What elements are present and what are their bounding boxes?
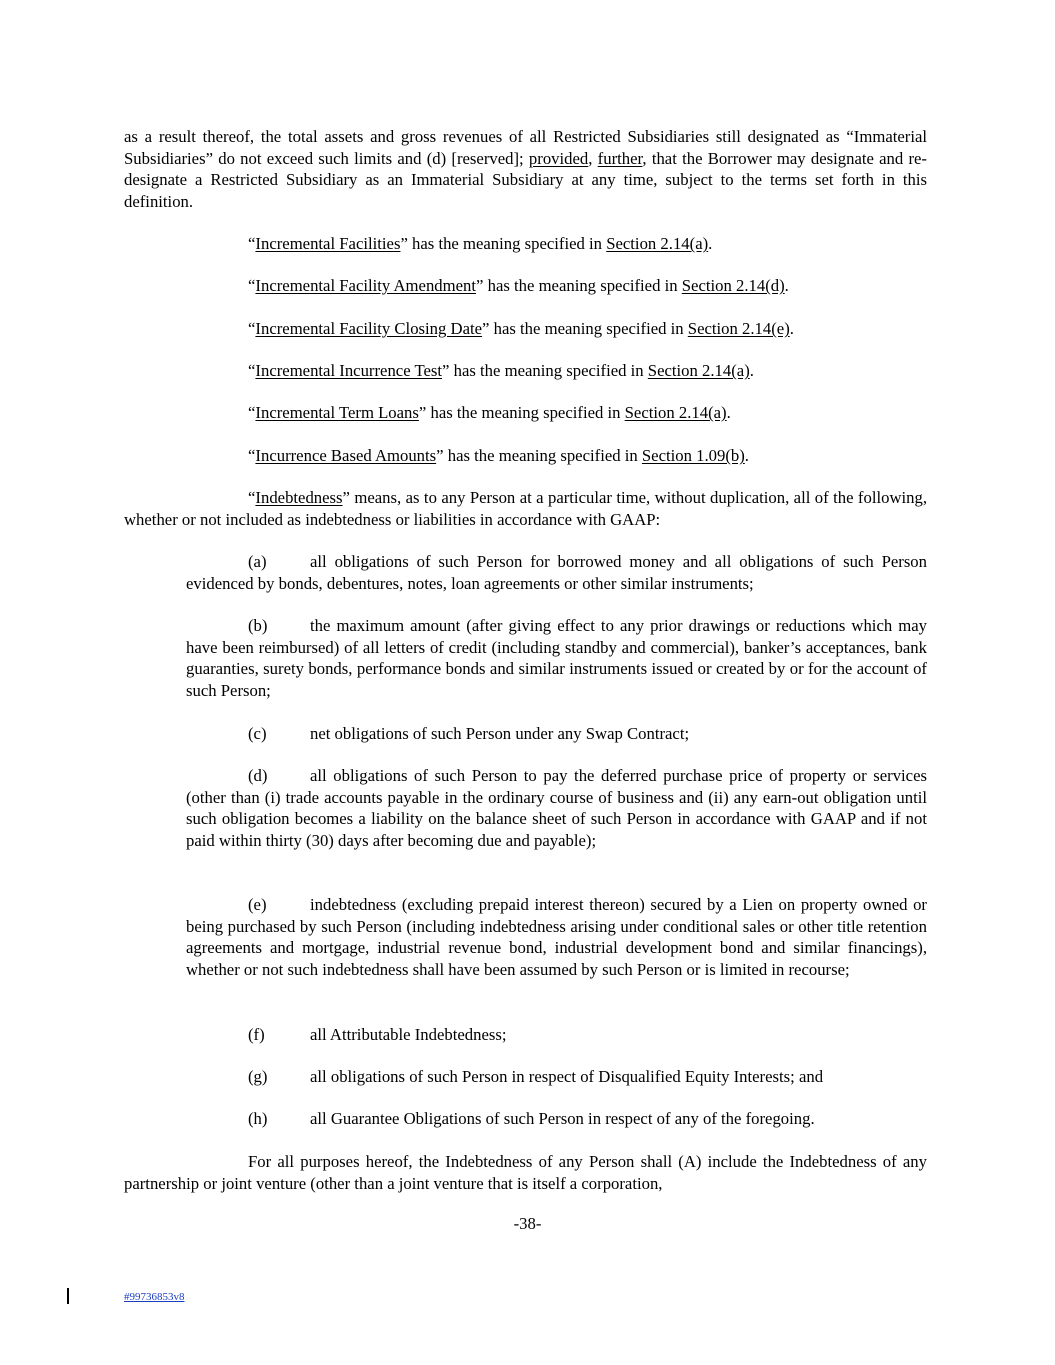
defined-term: Indebtedness	[255, 488, 343, 507]
item-label: (b)	[248, 616, 268, 635]
defined-term: Incurrence Based Amounts	[255, 446, 437, 465]
definition-text: ” has the meaning specified in	[418, 403, 625, 422]
definition-incremental-term-loans: “Incremental Term Loans” has the meaning specified in Section 2.14(a).	[248, 403, 731, 422]
defined-term: Incremental Facility Closing Date	[255, 319, 483, 338]
defined-term: Incremental Incurrence Test	[255, 361, 443, 380]
item-text: the maximum amount (after giving effect to any prior drawings or reductions which may have been reimbursed) of all letters of credit (including standby and commercial), banker’s acceptances, bank guaranties, surety bonds, performance bonds and similar instruments issued or created by or for the account of such Person;	[186, 616, 927, 700]
item-text: all obligations of such Person to pay the deferred purchase price of property or services (other than (i) trade accounts payable in the ordinary course of business and (ii) any earn-out obligation until such obligation becomes a liability on the balance sheet of such Person in accordance with GAAP and if not paid within thirty (30) days after becoming due and payable);	[186, 766, 927, 850]
closing-paragraph: For all purposes hereof, the Indebtedness of any Person shall (A) include the Indebtedness of any partnership or joint venture (other than a joint venture that is itself a corporation,	[124, 1152, 927, 1193]
definition-incremental-facility-closing-date: “Incremental Facility Closing Date” has the meaning specified in Section 2.14(e).	[248, 319, 794, 338]
provided-term: provided	[528, 148, 589, 168]
item-text: all Attributable Indebtedness;	[310, 1025, 507, 1044]
definition-incurrence-based-amounts: “Incurrence Based Amounts” has the meaning specified in Section 1.09(b).	[248, 446, 749, 465]
change-bar	[67, 1288, 69, 1304]
item-label: (h)	[248, 1109, 268, 1128]
list-item-e	[186, 894, 927, 980]
section-reference: Section 2.14(a)	[647, 361, 750, 380]
intro-text-end: , that the Borrower may designate and re-designate a Restricted Subsidiary as an Immaterial Subsidiary at any time, subject to the terms set forth in this definition.	[124, 148, 927, 211]
defined-term: Incremental Facility Amendment	[255, 276, 477, 295]
item-text: indebtedness (excluding prepaid interest thereon) secured by a Lien on property owned or being purchased by such Person (including indebtedness arising under conditional sales or other title retention agreements and mortgage, industrial revenue bond, industrial development bond and similar financings), whether or not such indebtedness shall have been assumed by such Person or is limited in recourse;	[186, 895, 927, 979]
definition-incremental-incurrence-test: “Incremental Incurrence Test” has the meaning specified in Section 2.14(a).	[248, 361, 754, 380]
item-label: (e)	[248, 895, 267, 914]
section-reference: Section 2.14(d)	[681, 276, 785, 295]
definition-text: ” means, as to any Person at a particular time, without duplication, all of the following, whether or not included as indebtedness or liabilities in accordance with GAAP:	[124, 488, 927, 529]
section-reference: Section 2.14(a)	[624, 403, 727, 422]
defined-term: Incremental Facilities	[255, 234, 401, 253]
definition-text: ” has the meaning specified in	[442, 361, 648, 380]
definition-text: ” has the meaning specified in	[400, 234, 607, 253]
item-label: (a)	[248, 552, 267, 571]
item-text: all Guarantee Obligations of such Person in respect of any of the foregoing.	[310, 1109, 815, 1128]
list-item-d	[186, 765, 927, 851]
section-reference: Section 2.14(a)	[606, 234, 709, 253]
section-reference: Section 1.09(b)	[641, 446, 745, 465]
list-item-c	[248, 723, 689, 745]
definition-text: ” has the meaning specified in	[476, 276, 682, 295]
list-item-f	[248, 1024, 507, 1046]
definition-incremental-facility-amendment: “Incremental Facility Amendment” has the meaning specified in Section 2.14(d).	[248, 276, 789, 295]
definition-indebtedness: “Indebtedness” means, as to any Person at a particular time, without duplication, all of the following, whether or not included as indebtedness or liabilities in accordance with GAAP:	[124, 488, 927, 529]
item-label: (f)	[248, 1025, 265, 1044]
item-label: (c)	[248, 724, 267, 743]
document-id-link[interactable]: #99736853v8	[124, 1291, 185, 1303]
item-label: (g)	[248, 1067, 268, 1086]
section-reference: Section 2.14(e)	[687, 319, 790, 338]
defined-term: Incremental Term Loans	[255, 403, 419, 422]
page-number: -38-	[513, 1214, 542, 1233]
intro-text: as a result thereof, the total assets and gross revenues of all Restricted Subsidiaries still designated as “Immaterial Subsidiaries” do not exceed such limits and (d) [reserved];	[124, 127, 927, 168]
item-text: all obligations of such Person in respect of Disqualified Equity Interests; and	[310, 1067, 824, 1086]
list-item-a	[186, 551, 927, 594]
list-item-b	[186, 615, 927, 701]
definition-text: ” has the meaning specified in	[482, 319, 688, 338]
intro-comma: ,	[588, 148, 598, 168]
list-item-g	[248, 1066, 823, 1088]
list-item-h	[248, 1108, 815, 1130]
item-label: (d)	[248, 766, 268, 785]
definition-incremental-facilities: “Incremental Facilities” has the meaning specified in Section 2.14(a).	[248, 234, 713, 253]
definition-text: ” has the meaning specified in	[436, 446, 642, 465]
item-text: net obligations of such Person under any Swap Contract;	[310, 724, 690, 743]
item-text: all obligations of such Person for borrowed money and all obligations of such Person evidenced by bonds, debentures, notes, loan agreements or other similar instruments;	[186, 552, 927, 593]
intro-paragraph	[124, 126, 927, 212]
further-term: further	[597, 148, 643, 168]
